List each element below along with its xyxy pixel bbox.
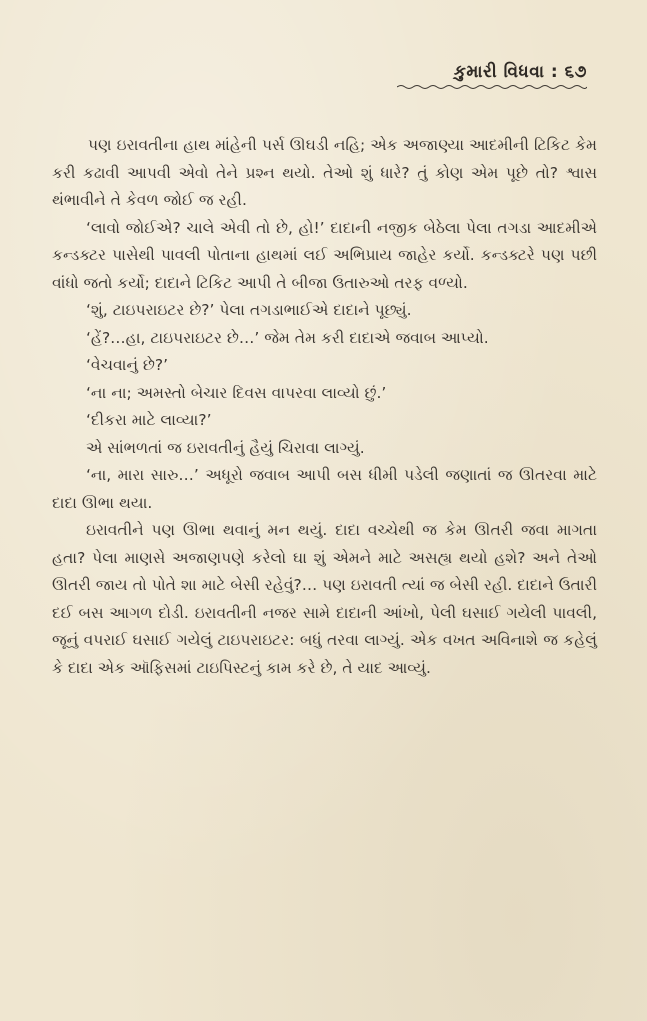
paragraph: ‘દીકરા માટે લાવ્યા?’ bbox=[86, 411, 212, 429]
body-text bbox=[52, 132, 597, 682]
paragraph: ‘શું, ટાઇપરાઇટર છે?’ પેલા તગડાભાઈએ દાદાને પૂછ્યું. bbox=[86, 301, 412, 319]
paragraph: એ સાંભળતાં જ ઇરાવતીનું હૈયું ચિરાવા લાગ્યું. bbox=[86, 438, 365, 457]
running-head bbox=[397, 62, 587, 90]
decorative-wavy-rule bbox=[397, 84, 587, 90]
paragraph: ‘ના ના; અમસ્તો બેચાર દિવસ વાપરવા લાવ્યો છું.’ bbox=[86, 383, 387, 402]
paragraph: ‘ના, મારા સારુ…’ અધૂરો જવાબ આપી બસ ધીમી પડેલી જણાતાં જ ઊતરવા માટે દાદા ઊભા થયા. bbox=[52, 466, 597, 512]
paragraph: ‘લાવો જોઈએ? ચાલે એવી તો છે, હો!’ દાદાની નજીક બેઠેલા પેલા તગડા આદમીએ કન્ડક્ટર પાસેથી પાવલી પોતાના હાથમાં લઈ અભિપ્રાય જાહેર કર્યો. કન્ડક્ટરે પણ પછી વાંધો જતો કર્યો; દાદાને ટિકિટ આપી તે બીજા ઉતારુઓ તરફ વળ્યો. bbox=[52, 218, 597, 292]
running-title: કુમારી વિધવા : ૬૭ bbox=[453, 62, 587, 82]
paragraph: પણ ઇરાવતીના હાથ માંહેની પર્સ ઊઘડી નહિ; એક અજાણ્યા આદમીની ટિકિટ કેમ કરી કઢાવી આપવી એવો તેને પ્રશ્ન થયો. તેઓ શું ધારે? તું કોણ એમ પૂછે તો? શ્વાસ થંભાવીને તે કેવળ જોઈ જ રહી. bbox=[52, 136, 597, 209]
paragraph: ‘હેં?…હા, ટાઇપરાઇટર છે…’ જેમ તેમ કરી દાદાએ જવાબ આપ્યો. bbox=[86, 328, 489, 347]
paragraph: ‘વેચવાનું છે?’ bbox=[86, 356, 169, 374]
paragraph: ઇરાવતીને પણ ઊભા થવાનું મન થયું. દાદા વચ્ચેથી જ કેમ ઊતરી જવા માગતા હતા? પેલા માણસે અજાણપણે કરેલો ઘા શું એમને માટે અસહ્ય થયો હશે? અને તેઓ ઊતરી જાય તો પોતે શા માટે બેસી રહેવું?… પણ ઇરાવતી ત્યાં જ બેસી રહી. દાદાને ઉતારી દઈ બસ આગળ દોડી. ઇરાવતીની નજર સામે દાદાની આંખો, પેલી ઘસાઈ ગયેલી પાવલી, જૂનું વપરાઈ ઘસાઈ ગયેલું ટાઇપરાઇટર: બધું તરવા લાગ્યું. એક વખત અવિનાશે જ કહેલું કે દાદા એક ઑફિસમાં ટાઇપિસ્ટનું કામ કરે છે, તે યાદ આવ્યું. bbox=[52, 521, 597, 677]
